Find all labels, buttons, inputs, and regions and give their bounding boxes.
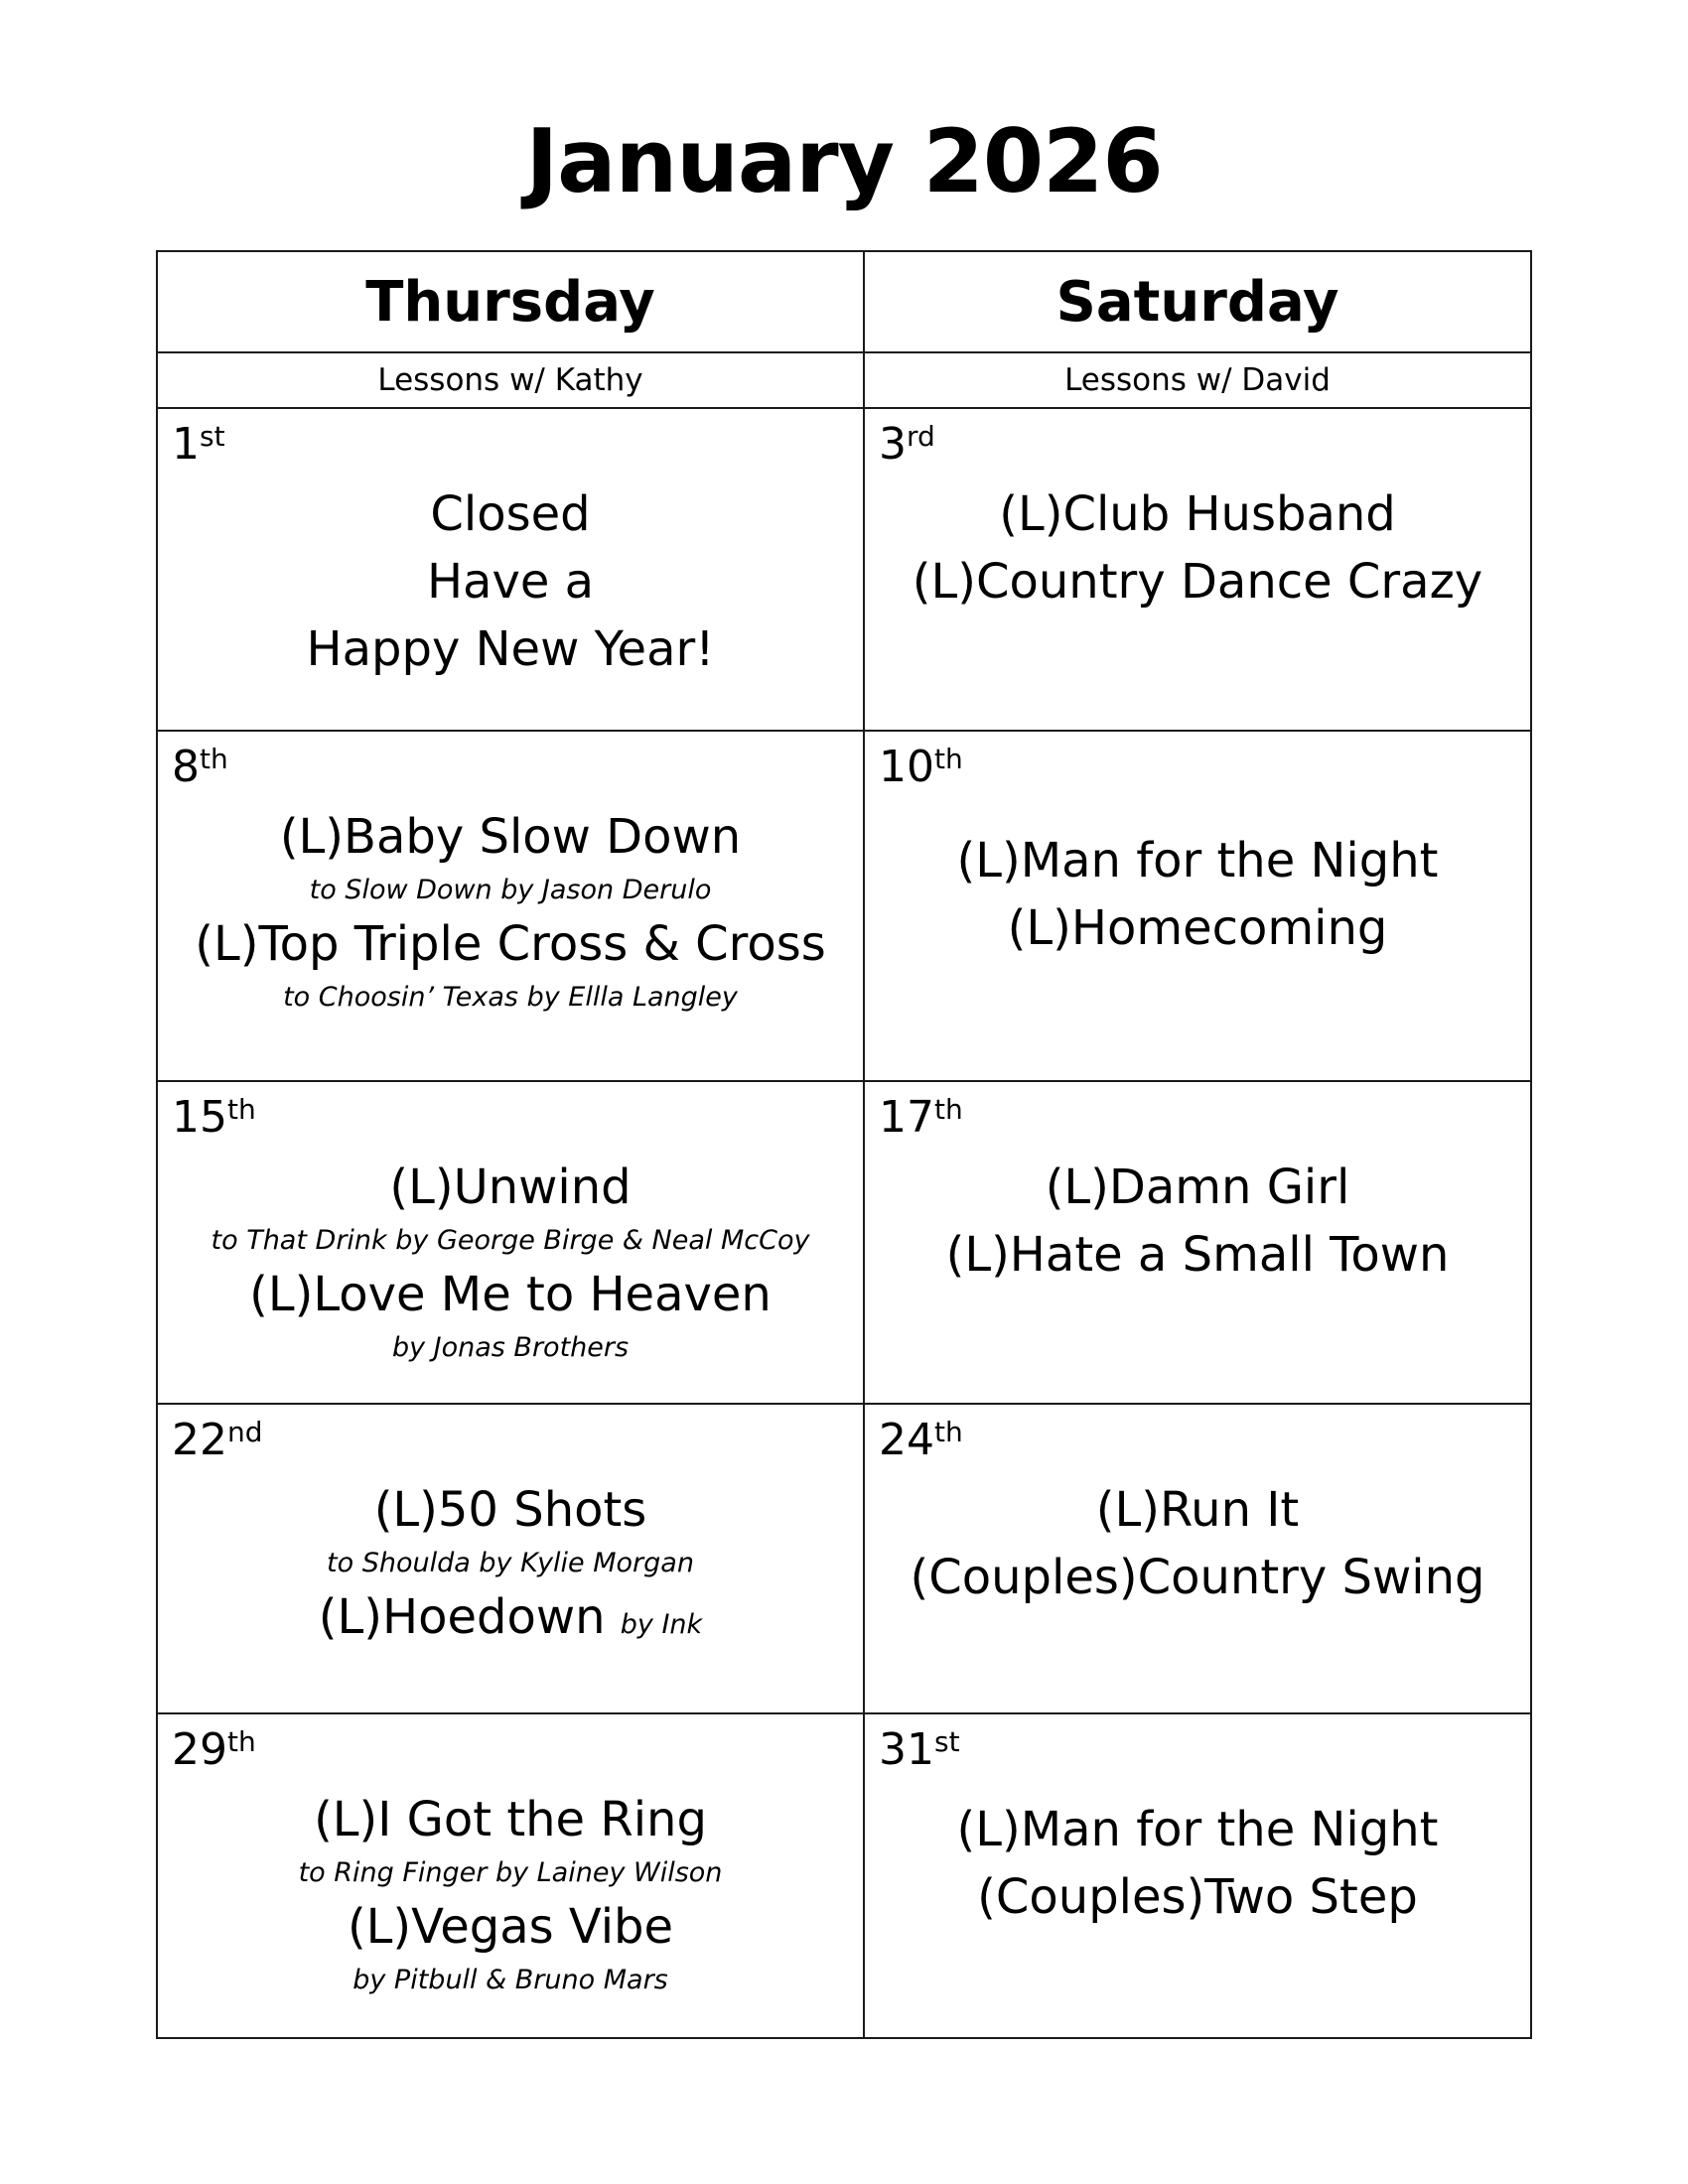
dance-title: (L)Damn Girl: [1045, 1159, 1350, 1215]
dance-title: (L)Run It: [1095, 1481, 1300, 1538]
dance-title: (L)Homecoming: [1007, 900, 1388, 957]
entries: [865, 480, 1530, 615]
date-label: 10th: [879, 742, 963, 793]
entries: [158, 1786, 863, 2000]
dance-title: (L)Hoedown: [318, 1588, 606, 1645]
song-credit: by Ink: [620, 1608, 703, 1640]
week-row: [157, 408, 1531, 731]
entries: [158, 1154, 863, 1368]
date-label: 8th: [172, 742, 228, 793]
song-credit: to That Drink by George Birge & Neal McCoy: [211, 1224, 810, 1256]
saturday-cell: [864, 1081, 1531, 1404]
date-label: 15th: [172, 1091, 256, 1143]
thursday-cell: [157, 1713, 864, 2038]
note-line: Closed: [430, 486, 591, 543]
note-line: Happy New Year!: [306, 621, 715, 678]
entries: [158, 803, 863, 1018]
dance-title: (L)Love Me to Heaven: [249, 1266, 772, 1322]
entries: [865, 1154, 1530, 1289]
thursday-cell: [157, 408, 864, 731]
week-row: [157, 731, 1531, 1081]
date-label: 29th: [172, 1724, 256, 1776]
thursday-header: Thursday: [157, 251, 864, 352]
song-credit: to Shoulda by Kylie Morgan: [327, 1547, 694, 1578]
dance-title: (L)Unwind: [389, 1159, 632, 1215]
dance-title: (L)Country Dance Crazy: [912, 554, 1483, 611]
thursday-cell: [157, 1081, 864, 1404]
entries: [865, 827, 1530, 962]
dance-title: (L)Baby Slow Down: [279, 809, 742, 866]
saturday-cell: [864, 731, 1531, 1081]
note-line: Have a: [426, 554, 595, 611]
dance-title: (L)50 Shots: [373, 1481, 647, 1538]
date-label: 22nd: [172, 1414, 263, 1465]
week-row: [157, 1081, 1531, 1404]
saturday-cell: [864, 1713, 1531, 2038]
dance-line: [158, 1583, 863, 1659]
thursday-cell: [157, 731, 864, 1081]
entries: [865, 1476, 1530, 1611]
dance-title: (Couples)Two Step: [977, 1869, 1418, 1926]
song-credit: by Jonas Brothers: [391, 1331, 630, 1363]
saturday-header: Saturday: [864, 251, 1531, 352]
saturday-instructor: Lessons w/ David: [864, 352, 1531, 408]
thursday-instructor: Lessons w/ Kathy: [157, 352, 864, 408]
page-title: January 2026: [525, 110, 1163, 212]
song-credit: to Ring Finger by Lainey Wilson: [298, 1857, 723, 1889]
date-label: 17th: [879, 1091, 963, 1143]
entries: [865, 1796, 1530, 1931]
dance-title: (L)I Got the Ring: [314, 1792, 707, 1848]
saturday-cell: [864, 1404, 1531, 1714]
saturday-cell: [864, 408, 1531, 731]
dance-title: (L)Hate a Small Town: [945, 1226, 1450, 1283]
dance-title: (L)Man for the Night: [956, 1802, 1439, 1858]
dance-title: (L)Top Triple Cross & Cross: [195, 916, 826, 973]
date-label: 24th: [879, 1414, 963, 1465]
schedule-table: [156, 250, 1532, 2039]
song-credit: to Choosin’ Texas by Ellla Langley: [283, 982, 738, 1014]
thursday-cell: [157, 1404, 864, 1714]
dance-title: (L)Club Husband: [999, 486, 1396, 543]
date-label: 1st: [172, 419, 225, 471]
dance-title: (Couples)Country Swing: [910, 1549, 1485, 1605]
song-credit: by Pitbull & Bruno Mars: [352, 1965, 668, 1996]
dance-title: (L)Man for the Night: [956, 833, 1439, 889]
entries: [158, 1476, 863, 1659]
entries: [158, 480, 863, 683]
header-row: [157, 251, 1531, 352]
date-label: 3rd: [879, 419, 935, 471]
subheader-row: [157, 352, 1531, 408]
date-label: 31st: [879, 1724, 960, 1776]
week-row: [157, 1404, 1531, 1714]
dance-title: (L)Vegas Vibe: [347, 1899, 674, 1956]
week-row: [157, 1713, 1531, 2038]
song-credit: to Slow Down by Jason Derulo: [309, 875, 712, 906]
